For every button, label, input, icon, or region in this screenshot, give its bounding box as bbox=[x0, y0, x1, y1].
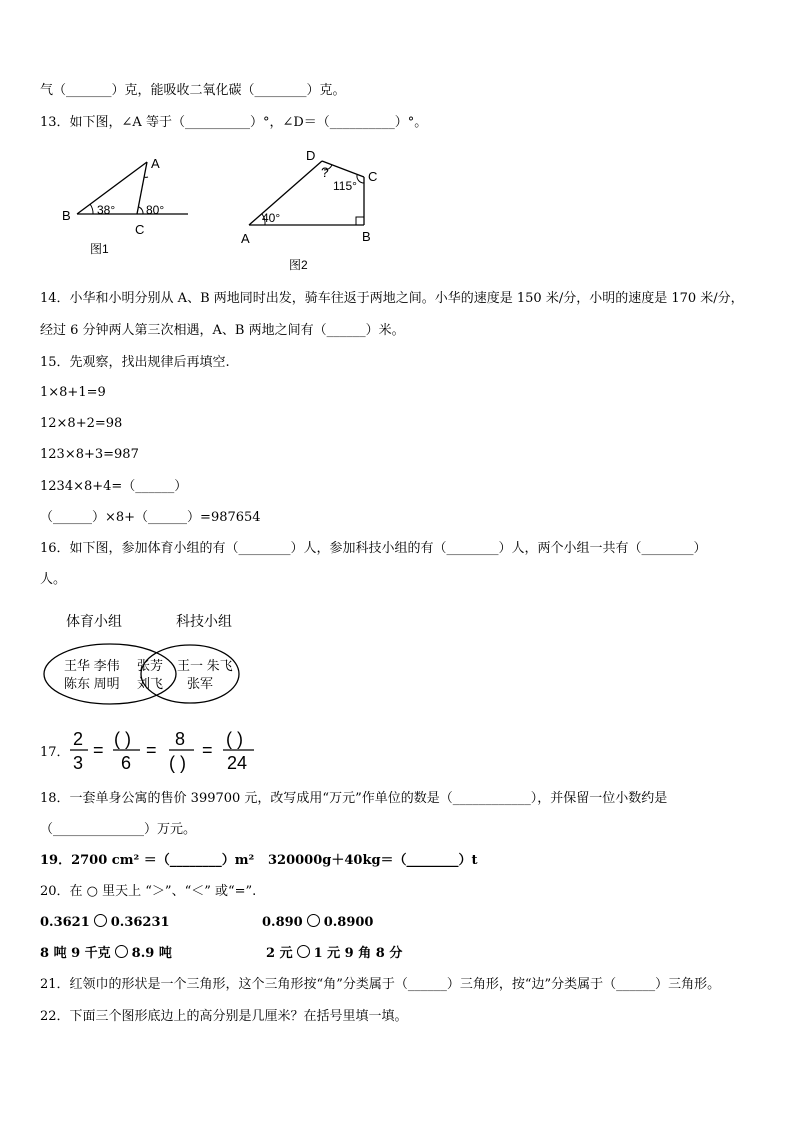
venn-mid-line2: 刘飞 bbox=[137, 676, 164, 691]
fig2-angle-a: 40° bbox=[262, 211, 281, 225]
q14-line2: 经过 6 分钟两人第三次相遇，A、B 两地之间有（______）米。 bbox=[40, 323, 405, 338]
compare3-circle[interactable] bbox=[115, 945, 128, 958]
q17-number: 17． bbox=[40, 745, 70, 760]
frac1-numerator: 2 bbox=[73, 729, 84, 749]
frac1-denominator: 3 bbox=[73, 753, 84, 773]
compare3-b: 8.9 吨 bbox=[131, 946, 172, 961]
compare-row1-right bbox=[262, 914, 373, 932]
q15-eq1: 1×8+1=9 bbox=[40, 385, 106, 400]
fig1-label-b: B bbox=[62, 208, 71, 223]
compare3-a: 8 吨 9 千克 bbox=[40, 946, 111, 961]
venn-right-line2: 张军 bbox=[187, 676, 214, 691]
q14-line1: 14．小华和小明分别从 A、B 两地同时出发，骑车往返于两地之间。小华的速度是 150 米/分，小明的速度是 170 米/分， bbox=[40, 291, 744, 306]
frac2-denominator: 6 bbox=[121, 753, 132, 773]
frac3-denominator: ( ) bbox=[169, 753, 186, 773]
frac2-numerator: ( ) bbox=[114, 729, 131, 749]
q20-text: 20．在 ○ 里天上 “＞”、“＜” 或“=”. bbox=[40, 884, 257, 899]
compare4-b: 1 元 9 角 8 分 bbox=[313, 946, 403, 961]
fig2-caption: 图2 bbox=[289, 258, 308, 272]
fig1-label-c: C bbox=[135, 222, 145, 237]
compare-row2-right bbox=[266, 945, 402, 963]
venn-diagram bbox=[40, 606, 245, 716]
q15-eq3: 123×8+3=987 bbox=[40, 447, 139, 462]
q16-line1: 16．如下图，参加体育小组的有（________）人，参加科技小组的有（________）人，两个小组一共有（________） bbox=[40, 541, 707, 556]
q21-text: 21．红领巾的形状是一个三角形，这个三角形按“角”分类属于（______）三角形，按“边”分类属于（______）三角形。 bbox=[40, 977, 721, 992]
fraction-equation bbox=[68, 726, 268, 776]
fig2-angle-c: 115° bbox=[333, 179, 357, 193]
compare-row1-left bbox=[40, 914, 170, 932]
compare1-b: 0.36231 bbox=[110, 915, 170, 930]
compare4-a: 2 元 bbox=[266, 946, 293, 961]
fig1-caption: 图1 bbox=[90, 242, 109, 256]
q18-line2: （______________）万元。 bbox=[40, 822, 197, 837]
fig2-label-c: C bbox=[368, 169, 378, 184]
venn-left-line1: 王华 李伟 bbox=[64, 658, 120, 673]
figure-2 bbox=[235, 143, 395, 273]
venn-mid-line1: 张芳 bbox=[137, 658, 164, 673]
q19-part1: 19．2700 cm² ＝（________）m² bbox=[40, 853, 255, 868]
q15-eq2: 12×8+2=98 bbox=[40, 416, 123, 431]
compare4-circle[interactable] bbox=[297, 945, 310, 958]
compare-row2-left bbox=[40, 945, 172, 963]
compare1-a: 0.3621 bbox=[40, 915, 90, 930]
q18-line1: 18．一套单身公寓的售价 399700 元，改写成用“万元”作单位的数是（____________），并保留一位小数约是 bbox=[40, 791, 668, 806]
venn-left-line2: 陈东 周明 bbox=[64, 676, 120, 691]
frac4-denominator: 24 bbox=[227, 753, 248, 773]
equals-3: = bbox=[202, 740, 213, 760]
compare2-circle[interactable] bbox=[307, 914, 320, 927]
q22-text: 22．下面三个图形底边上的高分别是几厘米？在括号里填一填。 bbox=[40, 1009, 408, 1024]
fig2-label-d: D bbox=[306, 148, 316, 163]
equals-2: = bbox=[146, 740, 157, 760]
compare2-b: 0.8900 bbox=[323, 915, 374, 930]
fig2-unknown: ? bbox=[321, 164, 329, 180]
fig2-label-b: B bbox=[362, 229, 371, 244]
venn-right-title: 科技小组 bbox=[176, 613, 232, 629]
frac4-numerator: ( ) bbox=[226, 729, 243, 749]
q15-eq5: （______）×8+（______）=987654 bbox=[40, 510, 261, 525]
figure-1 bbox=[55, 152, 205, 262]
fig1-label-a: A bbox=[151, 156, 160, 171]
q13-text: 13．如下图，∠A 等于（__________）°，∠D＝（__________）°。 bbox=[40, 115, 428, 130]
q19-part2: 320000g＋40kg＝（________）t bbox=[268, 853, 478, 868]
venn-left-title: 体育小组 bbox=[66, 613, 122, 629]
fig1-angle-b: 38° bbox=[97, 203, 116, 217]
q12-continuation: 气（_______）克，能吸收二氧化碳（________）克。 bbox=[40, 83, 346, 98]
q15-text: 15．先观察，找出规律后再填空. bbox=[40, 355, 230, 370]
compare2-a: 0.890 bbox=[262, 915, 303, 930]
compare1-circle[interactable] bbox=[94, 914, 107, 927]
equals-1: = bbox=[93, 740, 104, 760]
fig2-label-a: A bbox=[241, 231, 250, 246]
q15-eq4: 1234×8+4=（______） bbox=[40, 479, 188, 494]
frac3-numerator: 8 bbox=[175, 729, 186, 749]
q16-line2: 人。 bbox=[40, 572, 67, 587]
fig1-angle-c: 80° bbox=[146, 203, 165, 217]
venn-right-line1: 王一 朱飞 bbox=[177, 658, 233, 673]
